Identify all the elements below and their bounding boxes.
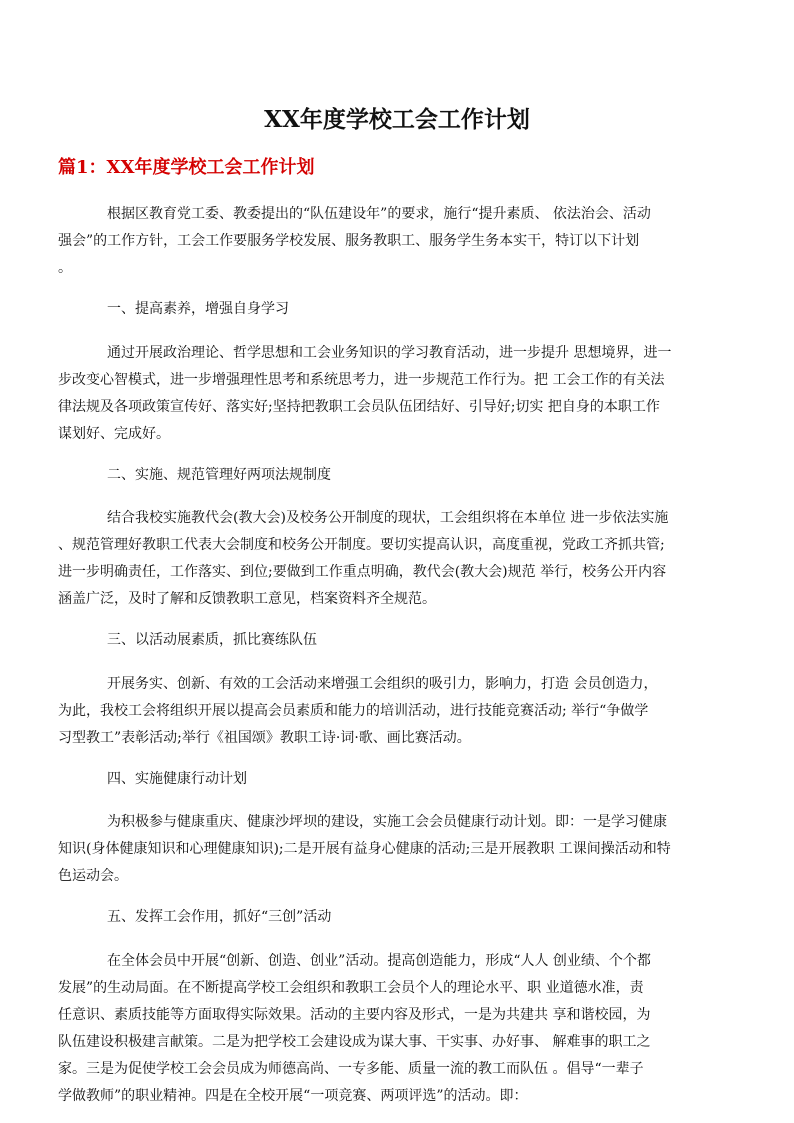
text-line: 为积极参与健康重庆、健康沙坪坝的建设，实施工会会员健康行动计划。即：一是学习健康: [107, 814, 667, 830]
section-heading: 一、提高素养，增强自身学习: [107, 301, 289, 317]
text-line: 为此，我校工会将组织开展以提高会员素质和能力的培训活动，进行技能竞赛活动; 举行“争做学: [58, 703, 649, 719]
text-line: 知识(身体健康知识和心理健康知识);二是开展有益身心健康的活动;三是开展教职 工课间操活动和特: [58, 841, 671, 857]
section-heading: 二、实施、规范管理好两项法规制度: [107, 467, 331, 483]
text-line: 律法规及各项政策宣传好、落实好;坚持把教职工会员队伍团结好、引导好;切实 把自身的本职工作: [58, 399, 660, 415]
text-line: 习型教工”表彰活动;举行《祖国颂》教职工诗·词·歌、画比赛活动。: [58, 730, 471, 746]
section-heading: 三、以活动展素质，抓比赛练队伍: [107, 632, 317, 648]
text-line: 涵盖广泛，及时了解和反馈教职工意见，档案资料齐全规范。: [58, 591, 436, 607]
text-line: 在全体会员中开展“创新、创造、创业”活动。提高创造能力，形成“人人 创业绩、个个都: [107, 953, 651, 969]
text-line: 通过开展政治理论、哲学思想和工会业务知识的学习教育活动，进一步提升 思想境界，进一: [107, 345, 672, 361]
text-line: 任意识、素质技能等方面取得实际效果。活动的主要内容及形式，一是为共建共 享和谐校园，为: [58, 1007, 651, 1023]
text-line: 家。三是为促使学校工会会员成为师德高尚、一专多能、质量一流的教工而队伍 。倡导“一辈子: [58, 1061, 644, 1077]
text-line: 。: [58, 260, 72, 276]
text-line: 色运动会。: [58, 868, 128, 884]
section-heading: 四、实施健康行动计划: [107, 771, 247, 787]
section-heading: 五、发挥工会作用，抓好“三创”活动: [107, 909, 332, 925]
text-line: 结合我校实施教代会(教大会)及校务公开制度的现状，工会组织将在本单位 进一步依法实施: [107, 510, 669, 526]
text-line: 学做教师”的职业精神。四是在全校开展“一项竞赛、两项评选”的活动。即：: [58, 1088, 528, 1104]
text-line: 开展务实、创新、有效的工会活动来增强工会组织的吸引力，影响力，打造 会员创造力，: [107, 676, 658, 692]
text-line: 、规范管理好教职工代表大会制度和校务公开制度。要切实提高认识，高度重视，党政工齐抓共管;: [58, 537, 665, 553]
text-line: 强会”的工作方针，工会工作要服务学校发展、服务教职工、服务学生务本实干，特订以下计划: [58, 233, 640, 249]
section-title: 篇1：XX年度学校工会工作计划: [58, 157, 315, 178]
text-line: 根据区教育党工委、教委提出的“队伍建设年”的要求，施行“提升素质、 依法治会、活动: [107, 206, 651, 222]
text-line: 步改变心智模式，进一步增强理性思考和系统思考力，进一步规范工作行为。把 工会工作的有关法: [58, 372, 665, 388]
document-title: XX年度学校工会工作计划: [264, 106, 530, 133]
text-line: 进一步明确责任，工作落实、到位;要做到工作重点明确，教代会(教大会)规范 举行，校务公开内容: [58, 564, 667, 580]
text-line: 发展”的生动局面。在不断提高学校工会组织和教职工会员个人的理论水平、职 业道德水准，责: [58, 980, 644, 996]
text-line: 谋划好、完成好。: [58, 426, 170, 442]
text-line: 队伍建设积极建言献策。二是为把学校工会建设成为谋大事、干实事、办好事、 解难事的职工之: [58, 1034, 651, 1050]
